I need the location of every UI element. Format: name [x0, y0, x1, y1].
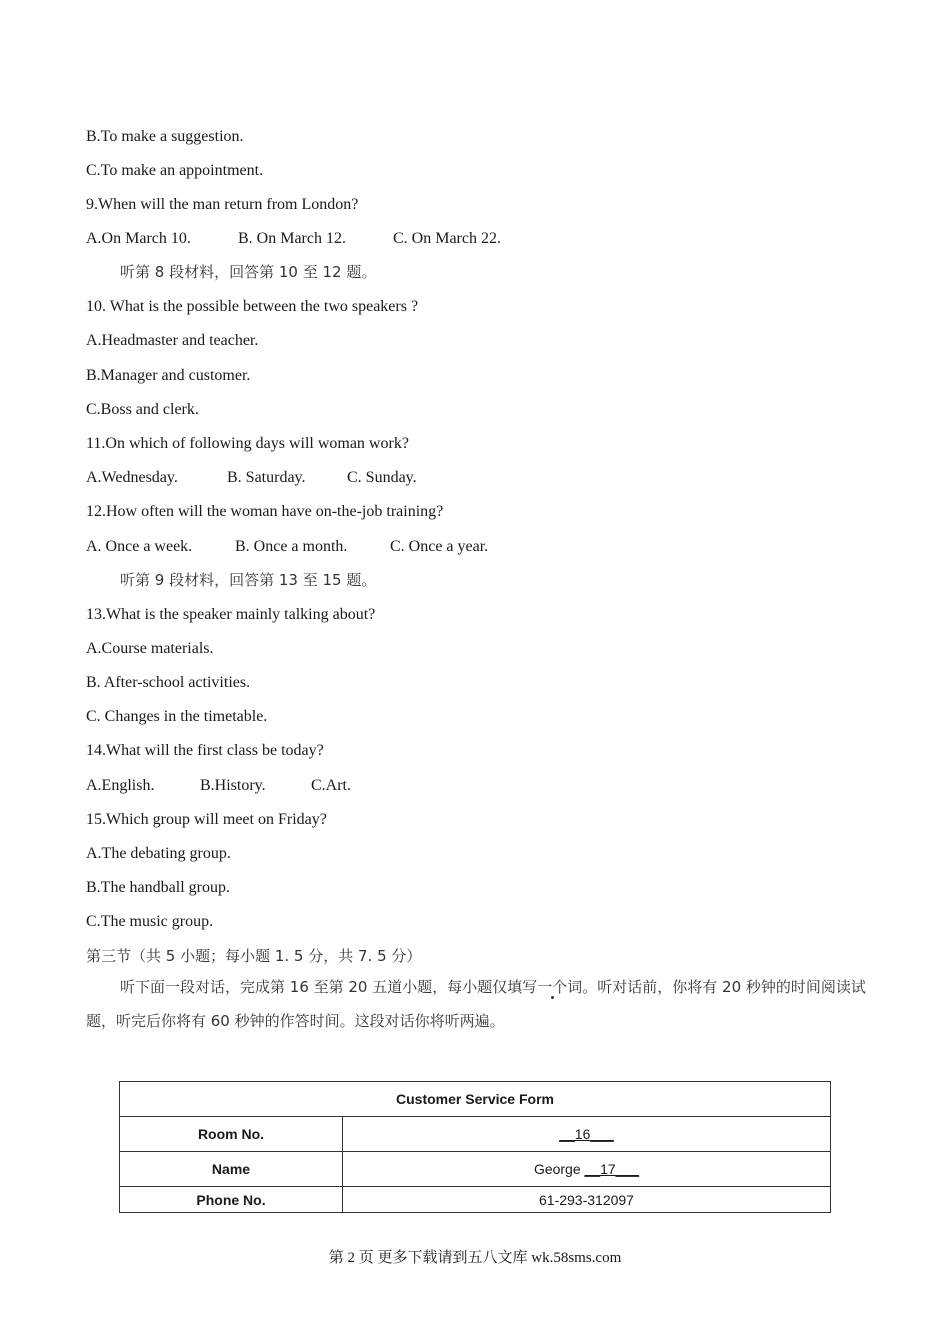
q9-option-a: A.On March 10.: [86, 230, 191, 247]
form-value-name: [343, 1152, 831, 1187]
form-value-room: [343, 1117, 831, 1152]
q13-question: 13.What is the speaker mainly talking about?: [86, 606, 376, 623]
form-row-phone: [120, 1187, 831, 1213]
q10-question: 10. What is the possible between the two speakers ?: [86, 298, 419, 315]
form-label-phone: Phone No.: [120, 1187, 343, 1213]
q9-option-b: B. On March 12.: [238, 230, 346, 247]
q14-option-c: C.Art.: [311, 777, 351, 794]
blank-17: __17___: [584, 1161, 640, 1177]
form-row-name: [120, 1152, 831, 1187]
form-label-name: Name: [120, 1152, 343, 1187]
q9-option-c: C. On March 22.: [393, 230, 501, 247]
q9-question: 9.When will the man return from London?: [86, 196, 359, 213]
q11-option-b: B. Saturday.: [227, 469, 306, 486]
q10-option-b: B.Manager and customer.: [86, 367, 251, 384]
q15-option-c: C.The music group.: [86, 913, 214, 930]
q11-options: [86, 468, 417, 488]
q8-option-c: C.To make an appointment.: [86, 162, 264, 179]
blank-16: __16___: [559, 1126, 614, 1142]
name-prefix: George: [533, 1161, 585, 1177]
q12-options: [86, 537, 488, 557]
q11-option-a: A.Wednesday.: [86, 469, 178, 486]
q11-question: 11.On which of following days will woman work?: [86, 435, 409, 452]
q13-option-b: B. After-school activities.: [86, 674, 251, 691]
q12-question: 12.How often will the woman have on-the-job training?: [86, 503, 444, 520]
q10-option-c: C.Boss and clerk.: [86, 401, 199, 418]
q14-question: 14.What will the first class be today?: [86, 742, 324, 759]
q13-option-a: A.Course materials.: [86, 640, 214, 657]
form-title-row: [120, 1082, 831, 1117]
q10-option-a: A.Headmaster and teacher.: [86, 332, 259, 349]
instruction-text-1: 听下面一段对话，完成第 16 至第 20 五道小题，每小题仅填写: [120, 978, 538, 996]
instruction-emphasis: 一个: [537, 978, 568, 996]
form-row-room: [120, 1117, 831, 1152]
q15-option-b: B.The handball group.: [86, 879, 230, 896]
q15-option-a: A.The debating group.: [86, 845, 231, 862]
instruction-text-2: 词。听对话前，你将有 20 秒钟的时间阅读试题，听完后你将有 60 秒钟的作答时间。这段对话你将听两遍。: [86, 978, 866, 1030]
q14-option-a: A.English.: [86, 777, 155, 794]
q12-option-c: C. Once a year.: [390, 538, 489, 555]
section-8-instruction: 听第 8 段材料，回答第 10 至 12 题。: [120, 263, 377, 281]
q14-options: [86, 776, 351, 796]
q13-option-c: C. Changes in the timetable.: [86, 708, 268, 725]
section-9-instruction: 听第 9 段材料，回答第 13 至 15 题。: [120, 571, 377, 589]
q11-option-c: C. Sunday.: [347, 469, 417, 486]
q9-options: [86, 229, 501, 249]
form-label-room: Room No.: [120, 1117, 343, 1152]
page-footer: 第 2 页 更多下载请到五八文库 wk.58sms.com: [328, 1250, 622, 1266]
customer-service-form: [119, 1081, 831, 1213]
part3-heading: 第三节（共 5 小题；每小题 1. 5 分，共 7. 5 分）: [86, 947, 422, 965]
q15-question: 15.Which group will meet on Friday?: [86, 811, 327, 828]
q14-option-b: B.History.: [200, 777, 266, 794]
form-value-phone: 61-293-312097: [343, 1187, 831, 1213]
form-title: Customer Service Form: [120, 1082, 831, 1117]
q12-option-b: B. Once a month.: [235, 538, 348, 555]
part3-instruction: [86, 970, 866, 1038]
q8-option-b: B.To make a suggestion.: [86, 128, 244, 145]
q12-option-a: A. Once a week.: [86, 538, 193, 555]
